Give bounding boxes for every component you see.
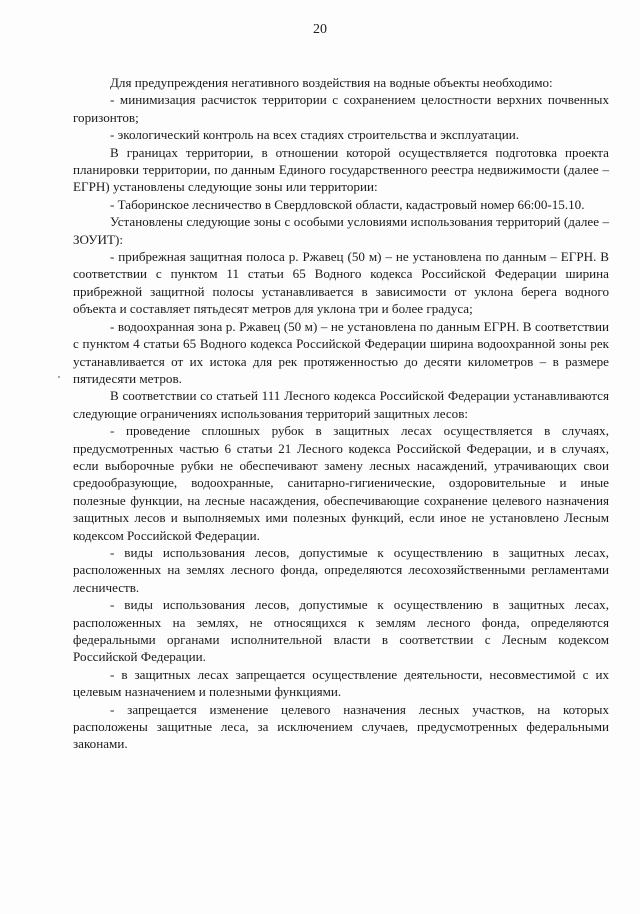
document-body bbox=[73, 74, 609, 753]
list-item-forest-fund-use: - виды использования лесов, допустимые к осуществлению в защитных лесах, расположенных на землях лесного фонда, определяются лесохозяйственными регламентами лесничеств. bbox=[73, 544, 609, 595]
paragraph-intro: Для предупреждения негативного воздействия на водные объекты необходимо: bbox=[110, 75, 553, 90]
list-item-clear-cutting: - проведение сплошных рубок в защитных лесах осуществляется в случаях, предусмотренных частью 6 статьи 21 Лесного кодекса Российской Федерации, и в случаях, если выборочные рубки не обеспечивают замену лесных насаждений, утрачивающих свои средообразующие, водоохранные, санитарно-гигиенические, оздоровительные и иные полезные функции, на лесные насаждения, обеспечивающие сохранение целевого назначения защитных лесов и выполняемых ими полезных функций, если иное не установлено Лесным кодексом Российской Федерации. bbox=[73, 423, 609, 543]
list-item-eco-control: - экологический контроль на всех стадиях строительства и эксплуатации. bbox=[110, 127, 520, 143]
list-item-taborinskoe-forestry: - Таборинское лесничество в Свердловской области, кадастровый номер 66:00-15.10. bbox=[110, 196, 585, 212]
list-item-water-protection-zone: - водоохранная зона р. Ржавец (50 м) – не установлена по данным ЕГРН. В соответствии с пунктом 4 статьи 65 Водного кодекса Российской Федерации ширина водоохранной зоны рек устанавливается от их истока для рек протяженностью до десяти километров – в размере пятидесяти метров. bbox=[73, 318, 609, 386]
list-item-purpose-change-ban: - запрещается изменение целевого назначения лесных участков, на которых расположены защитные леса, за исключением случаев, предусмотренных федеральными законами. bbox=[73, 701, 609, 752]
paragraph-egrn-zones: В границах территории, в отношении которой осуществляется подготовка проекта планировки территории, по данным Единого государственного реестра недвижимости (далее – ЕГРН) установлены следующие зоны или территории: bbox=[73, 144, 609, 195]
list-item-prohibited-activity: - в защитных лесах запрещается осуществление деятельности, несовместимой с их целевым назначением и полезными функциями. bbox=[73, 666, 609, 700]
paragraph-forest-code-restrictions: В соответствии со статьей 111 Лесного кодекса Российской Федерации устанавливаются следующие ограничениях использования территорий защитных лесов: bbox=[73, 388, 609, 421]
page-number: 20 bbox=[313, 22, 327, 37]
list-item-clearing: - минимизация расчисток территории с сохранением целостности верхних почвенных горизонтов; bbox=[73, 92, 609, 125]
paragraph-zouit-intro: Установлены следующие зоны с особыми условиями использования территорий (далее – ЗОУИТ): bbox=[73, 214, 609, 247]
scan-artifact-dot bbox=[58, 376, 60, 378]
list-item-coastal-strip: - прибрежная защитная полоса р. Ржавец (50 м) – не установлена по данным – ЕГРН. В соответствии с пунктом 11 статьи 65 Водного кодекса Российской Федерации ширина прибрежной защитной полосы устанавливается в зависимости от уклона берега водного объекта и составляет пятьдесят метров для уклона три и более градуса; bbox=[73, 249, 609, 317]
list-item-non-forest-fund-use: - виды использования лесов, допустимые к осуществлению в защитных лесах, расположенных на землях, не относящихся к землям лесного фонда, определяются федеральными органами исполнительной власти в соответствии с Лесным кодексом Российской Федерации. bbox=[73, 597, 609, 665]
